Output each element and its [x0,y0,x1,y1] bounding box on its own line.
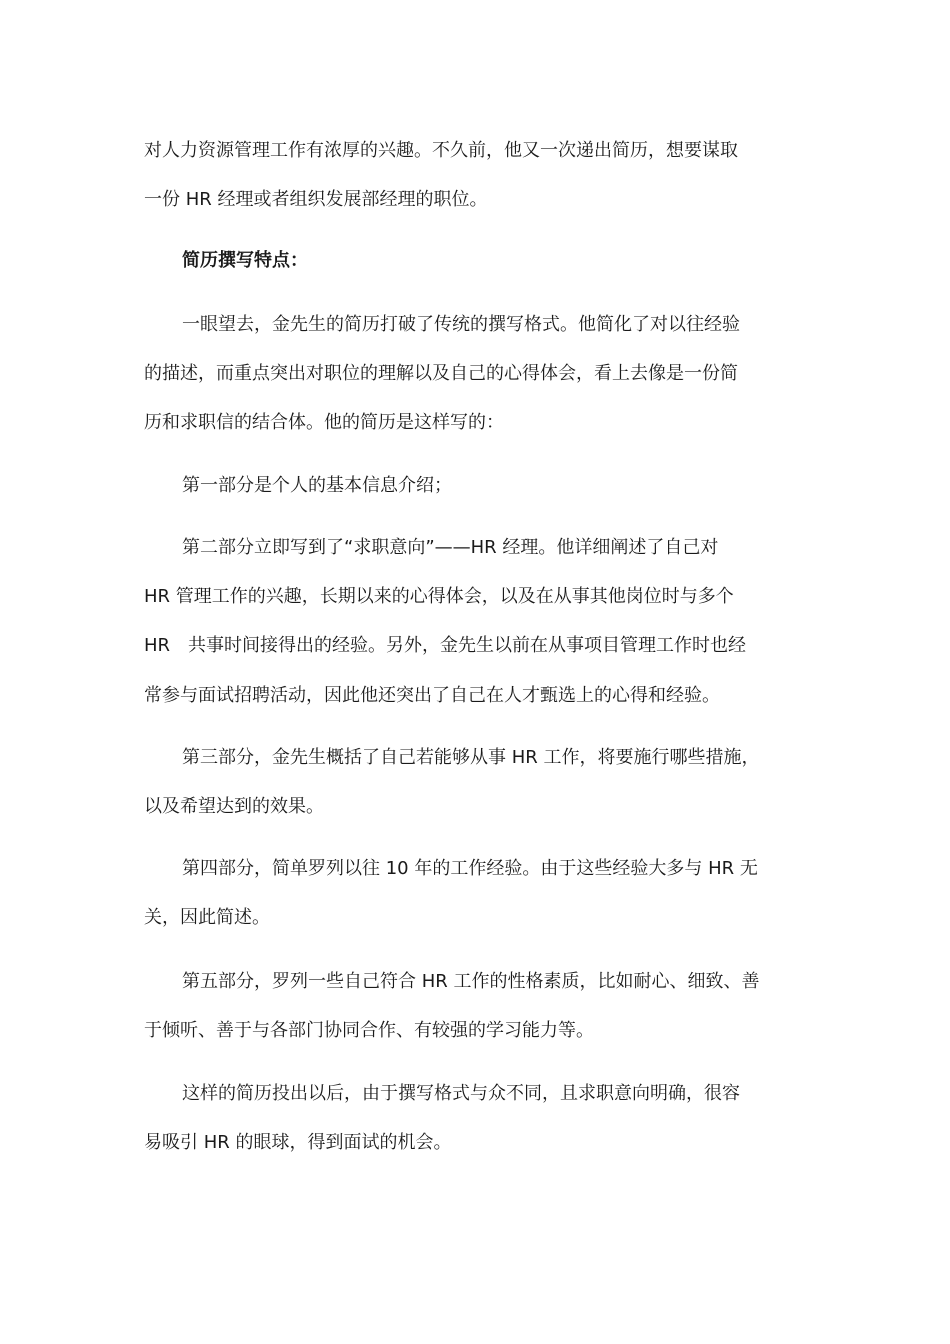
paragraph-line: 关，因此简述。 [144,907,270,928]
section-heading: 简历撰写特点： [182,250,308,271]
paragraph-line: 第五部分，罗列一些自己符合 HR 工作的性格素质，比如耐心、细致、善 [182,971,760,992]
paragraph-line: 这样的简历投出以后，由于撰写格式与众不同，且求职意向明确，很容 [182,1083,740,1104]
paragraph-line: 常参与面试招聘活动，因此他还突出了自己在人才甄选上的心得和经验。 [144,685,720,706]
paragraph-line: 历和求职信的结合体。他的简历是这样写的： [144,412,504,433]
paragraph-line: 一眼望去，金先生的简历打破了传统的撰写格式。他简化了对以往经验 [182,314,740,335]
paragraph-line: HR 共事时间接得出的经验。另外，金先生以前在从事项目管理工作时也经 [144,635,747,656]
paragraph-line: 第二部分立即写到了“求职意向”——HR 经理。他详细阐述了自己对 [182,537,719,558]
paragraph-line: 第三部分，金先生概括了自己若能够从事 HR 工作，将要施行哪些措施， [182,747,760,768]
paragraph-line: HR 管理工作的兴趣，长期以来的心得体会，以及在从事其他岗位时与多个 [144,586,734,607]
paragraph-line: 一份 HR 经理或者组织发展部经理的职位。 [144,189,488,210]
paragraph-line: 第四部分，简单罗列以往 10 年的工作经验。由于这些经验大多与 HR 无 [182,858,758,879]
paragraph-line: 于倾听、善于与各部门协同合作、有较强的学习能力等。 [144,1020,594,1041]
paragraph-line: 易吸引 HR 的眼球，得到面试的机会。 [144,1132,452,1153]
paragraph-line: 的描述，而重点突出对职位的理解以及自己的心得体会，看上去像是一份简 [144,363,738,384]
paragraph-line: 第一部分是个人的基本信息介绍； [182,475,452,496]
paragraph-line: 以及希望达到的效果。 [144,796,324,817]
paragraph-line: 对人力资源管理工作有浓厚的兴趣。不久前，他又一次递出简历，想要谋取 [144,140,738,161]
